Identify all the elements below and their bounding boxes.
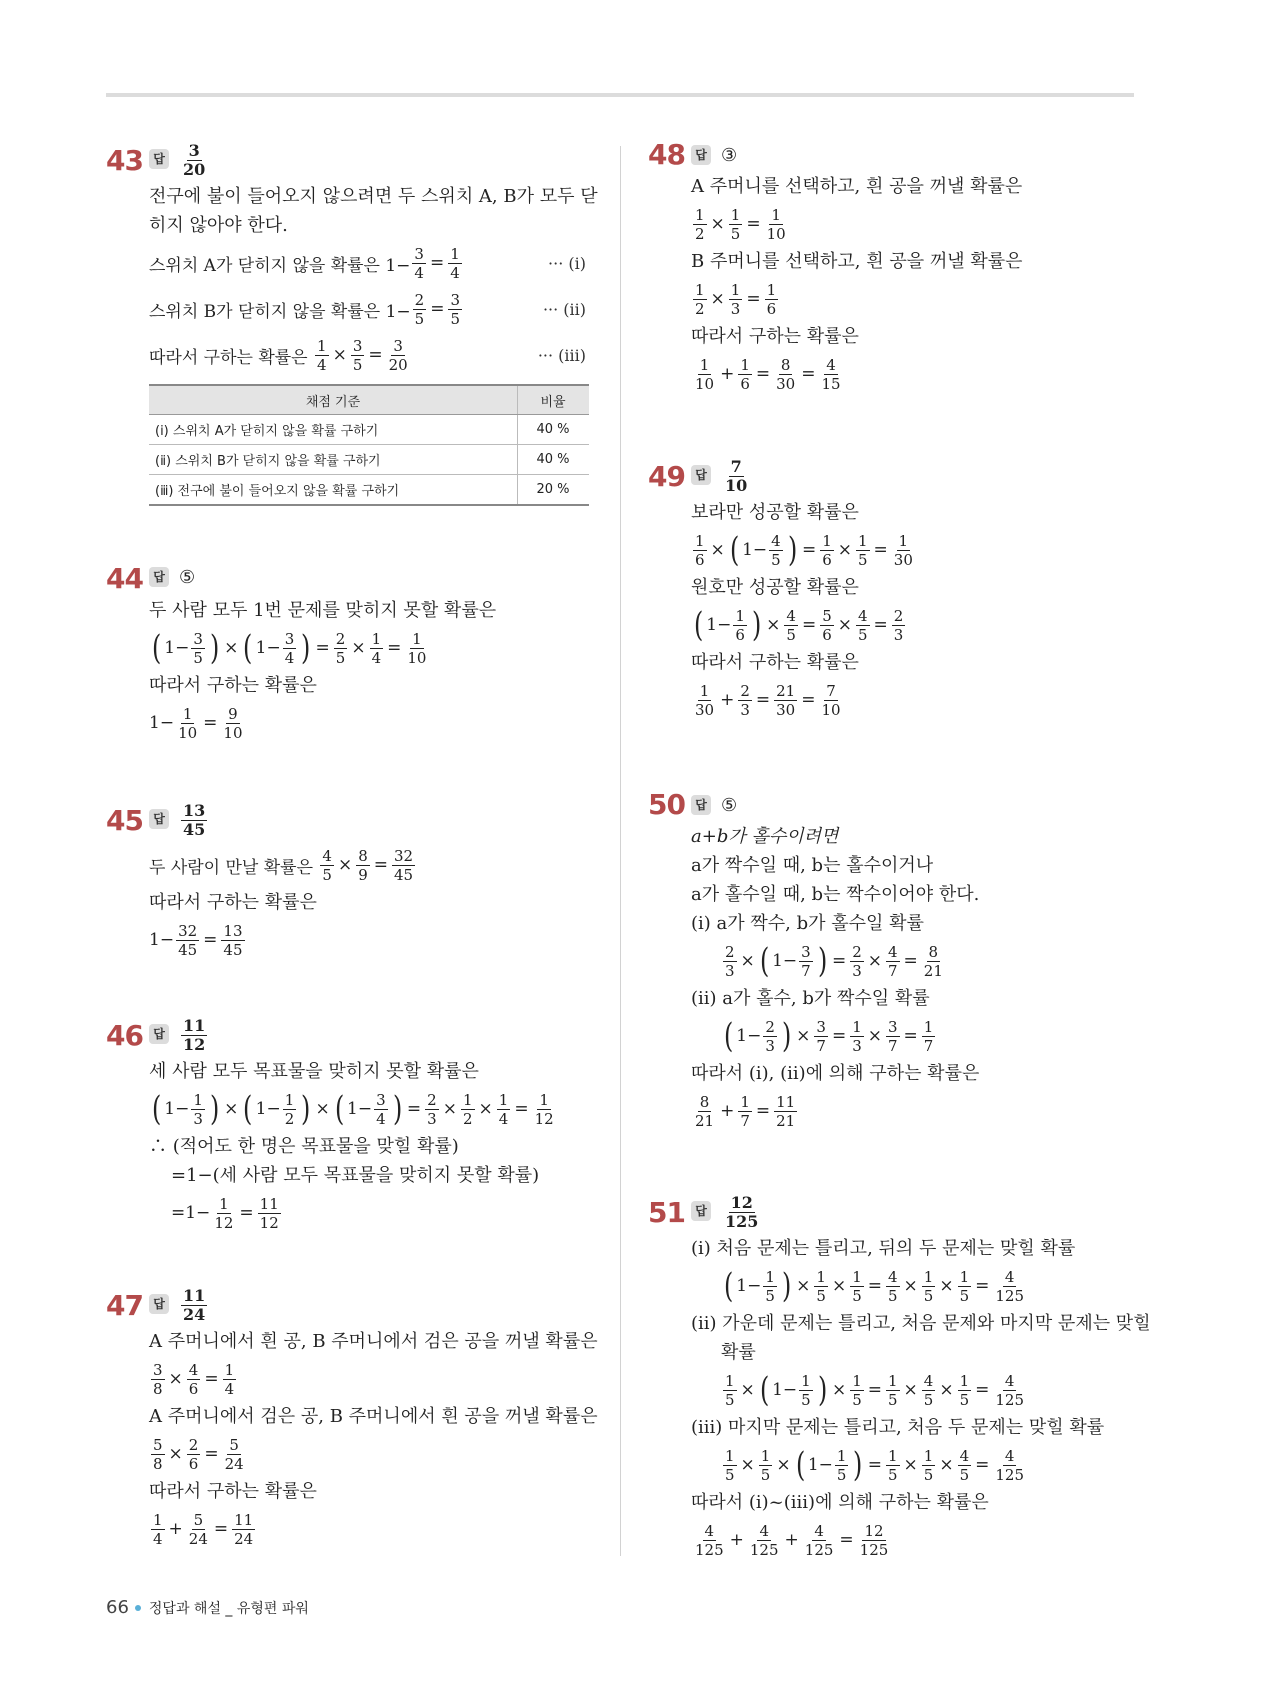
answer: $\frac{11}{12}$: [183, 1015, 206, 1054]
answer-badge: 답: [149, 1294, 169, 1314]
answer-badge: 답: [691, 465, 711, 485]
answer-badge: 답: [691, 145, 711, 165]
answer-badge: 답: [691, 795, 711, 815]
problem-number: 47: [106, 1289, 143, 1322]
problem-number: 50: [648, 788, 685, 821]
text-line: A 주머니에서 흰 공, B 주머니에서 검은 공을 꺼낼 확률은: [149, 1331, 598, 1352]
problem-number: 43: [106, 144, 143, 177]
text-line: =1−(세 사람 모두 목표물을 맞히지 못할 확률): [171, 1165, 540, 1186]
text-line: 원호만 성공할 확률은: [691, 577, 859, 598]
bullet-dot-icon: [135, 1605, 141, 1611]
step-tag: ··· (ⅰ): [548, 253, 586, 273]
math-line: $\frac{5}{8}$ × $\frac{2}{6}$ = $\frac{5}{24}$: [153, 1435, 244, 1473]
problem-46: [106, 1015, 586, 1236]
math-line: ( 1− $\frac{1}{5}$ ) × $\frac{1}{5}$ × $\frac{1}{5}$ = $\frac{4}{5}$ × $\frac{1}{5}$ × $\frac{1}{5}$ = $\frac{4}{125}$: [723, 1266, 1025, 1306]
text-line: a가 짝수일 때, b는 홀수이거나: [691, 855, 934, 876]
answer: $\frac{11}{24}$: [183, 1285, 206, 1324]
problem-number: 48: [648, 138, 685, 171]
problem-44: [106, 562, 586, 746]
problem-number: 46: [106, 1019, 143, 1052]
text-line: (ⅱ) a가 홀수, b가 짝수일 확률: [691, 988, 930, 1009]
answer: $\frac{12}{125}$: [725, 1192, 759, 1231]
text-line: a가 홀수일 때, b는 짝수이어야 한다.: [691, 884, 980, 905]
answer-badge: 답: [149, 809, 169, 829]
text-line: 보라만 성공할 확률은: [691, 502, 859, 523]
text-line: B 주머니를 선택하고, 흰 공을 꺼낼 확률은: [691, 251, 1023, 272]
math-line: ( 1− $\frac{1}{6}$ ) × $\frac{4}{5}$ = $\frac{5}{6}$ × $\frac{4}{5}$ = $\frac{2}{3}$: [693, 605, 904, 645]
math-line: $\frac{1}{10}$ + $\frac{1}{6}$ = $\frac{8}{30}$ = $\frac{4}{15}$: [695, 355, 841, 393]
math-line: $\frac{2}{3}$ × ( 1− $\frac{3}{7}$ ) = $\frac{2}{3}$ × $\frac{4}{7}$ = $\frac{8}{21}$: [725, 941, 943, 981]
math-line: $\frac{1}{5}$ × ( 1− $\frac{1}{5}$ ) × $\frac{1}{5}$ = $\frac{1}{5}$ × $\frac{4}{5}$ × $\frac{1}{5}$ = $\frac{4}{125}$: [725, 1370, 1025, 1410]
math-line: 스위치 A가 닫히지 않을 확률은 1− $\frac{3}{4}$ = $\frac{1}{4}$ ··· (ⅰ): [149, 244, 586, 282]
step-tag: ··· (ⅲ): [537, 345, 586, 365]
problem-number: 45: [106, 804, 143, 837]
problem-number: 49: [648, 460, 685, 493]
text-line: A 주머니에서 검은 공, B 주머니에서 흰 공을 꺼낼 확률은: [149, 1406, 598, 1427]
text-line: 두 사람 모두 1번 문제를 맞히지 못할 확률은: [149, 600, 497, 621]
math-line: ( 1− $\frac{3}{5}$ ) × ( 1− $\frac{3}{4}$ ) = $\frac{2}{5}$ × $\frac{1}{4}$ = $\frac{1}{10}$: [151, 628, 427, 668]
problem-45: [106, 800, 586, 963]
problem-number: 51: [648, 1196, 685, 1229]
answer: $\frac{13}{45}$: [183, 800, 206, 839]
text-line: 따라서 구하는 확률은: [691, 326, 859, 347]
problem-51: [648, 1192, 1151, 1563]
math-line: $\frac{1}{30}$ + $\frac{2}{3}$ = $\frac{21}{30}$ = $\frac{7}{10}$: [695, 681, 841, 719]
answer-badge: 답: [691, 1201, 711, 1221]
text-line: 따라서 (ⅰ), (ⅱ)에 의해 구하는 확률은: [691, 1063, 980, 1084]
answer: ③: [721, 144, 738, 166]
answer: ⑤: [179, 566, 196, 588]
text-line: 따라서 구하는 확률은: [149, 1481, 317, 1502]
scoring-table: 채점 기준 비율 (ⅰ) 스위치 A가 닫히지 않을 확률 구하기 40 % (ⅱ) 스위치 B가 닫히지 않을 확률 구하기 40 % (ⅲ) 전구에 불이 들어오지 않을 확률 구하기 20 %: [149, 384, 589, 506]
text-line: (ⅱ) 가운데 문제는 틀리고, 처음 문제와 마지막 문제는 맞힐: [691, 1313, 1151, 1334]
answer-badge: 답: [149, 1024, 169, 1044]
text-line: 따라서 (ⅰ)~(ⅲ)에 의해 구하는 확률은: [691, 1492, 989, 1513]
page-number: 66: [106, 1597, 129, 1618]
math-line: $\frac{8}{21}$ + $\frac{1}{7}$ = $\frac{11}{21}$: [695, 1092, 796, 1130]
step-tag: ··· (ⅱ): [542, 299, 586, 319]
problem-49: [648, 456, 1128, 723]
answer: ⑤: [721, 794, 738, 816]
text-line: 따라서 구하는 확률은: [149, 892, 317, 913]
text-line: 히지 않아야 한다.: [149, 215, 288, 236]
math-line: $\frac{1}{2}$ × $\frac{1}{5}$ = $\frac{1}{10}$: [695, 205, 786, 243]
text-line: (ⅰ) 처음 문제는 틀리고, 뒤의 두 문제는 맞힐 확률: [691, 1238, 1076, 1259]
text-line: 따라서 구하는 확률은: [691, 652, 859, 673]
math-line: 스위치 B가 닫히지 않을 확률은 1− $\frac{2}{5}$ = $\frac{3}{5}$ ··· (ⅱ): [149, 290, 586, 328]
problem-number: 44: [106, 562, 143, 595]
math-line: 1− $\frac{1}{10}$ = $\frac{9}{10}$: [149, 704, 243, 742]
problem-47: [106, 1285, 598, 1552]
math-line: $\frac{1}{4}$ + $\frac{5}{24}$ = $\frac{11}{24}$: [153, 1510, 254, 1548]
math-line: ( 1− $\frac{2}{3}$ ) × $\frac{3}{7}$ = $\frac{1}{3}$ × $\frac{3}{7}$ = $\frac{1}{7}$: [723, 1016, 934, 1056]
text-line: 전구에 불이 들어오지 않으려면 두 스위치 A, B가 모두 닫: [149, 186, 598, 207]
math-line: ( 1− $\frac{1}{3}$ ) × ( 1− $\frac{1}{2}$ ) × ( 1− $\frac{3}{4}$ ) = $\frac{2}{3}$ × $\frac{1}{2}$ × $\frac{1}{4}$ = $\frac{1}{12}$: [151, 1089, 554, 1129]
math-line: $\frac{4}{125}$ + $\frac{4}{125}$ + $\frac{4}{125}$ = $\frac{12}{125}$: [695, 1521, 889, 1559]
column-divider: [620, 146, 621, 1556]
answer-badge: 답: [149, 149, 169, 169]
top-rule: [106, 93, 1134, 97]
text-line: 세 사람 모두 목표물을 맞히지 못할 확률은: [149, 1061, 479, 1082]
math-line: $\frac{1}{2}$ × $\frac{1}{3}$ = $\frac{1}{6}$: [695, 280, 777, 318]
text-line: 따라서 구하는 확률은: [149, 675, 317, 696]
text-line: 확률: [721, 1342, 756, 1363]
math-line: $\frac{3}{8}$ × $\frac{4}{6}$ = $\frac{1}{4}$: [153, 1360, 235, 1398]
text-line: ∴ (적어도 한 명은 목표물을 맞힐 확률): [149, 1136, 459, 1157]
math-line: $\frac{1}{6}$ × ( 1− $\frac{4}{5}$ ) = $\frac{1}{6}$ × $\frac{1}{5}$ = $\frac{1}{30}$: [695, 530, 913, 570]
answer: $\frac{7}{10}$: [725, 456, 748, 495]
math-line: 1− $\frac{32}{45}$ = $\frac{13}{45}$: [149, 921, 243, 959]
text-line: (ⅰ) a가 짝수, b가 홀수일 확률: [691, 913, 924, 934]
math-line: =1− $\frac{1}{12}$ = $\frac{11}{12}$: [171, 1194, 279, 1232]
math-line: 두 사람이 만날 확률은 $\frac{4}{5}$ × $\frac{8}{9}$ = $\frac{32}{45}$: [149, 846, 414, 884]
problem-43: [106, 140, 598, 506]
problem-50: [648, 790, 1128, 1134]
footer-title: 정답과 해설 _ 유형편 파워: [148, 1600, 309, 1617]
text-line: A 주머니를 선택하고, 흰 공을 꺼낼 확률은: [691, 176, 1023, 197]
answer: $\frac{3}{20}$: [183, 140, 206, 179]
text-line: (ⅲ) 마지막 문제는 틀리고, 처음 두 문제는 맞힐 확률: [691, 1417, 1105, 1438]
page-footer: [106, 1597, 309, 1618]
text-line: a+b가 홀수이려면: [691, 826, 839, 847]
problem-48: [648, 140, 1128, 397]
answer-badge: 답: [149, 567, 169, 587]
math-line: $\frac{1}{5}$ × $\frac{1}{5}$ × ( 1− $\frac{1}{5}$ ) = $\frac{1}{5}$ × $\frac{1}{5}$ × $\frac{4}{5}$ = $\frac{4}{125}$: [725, 1445, 1025, 1485]
math-line: 따라서 구하는 확률은 $\frac{1}{4}$ × $\frac{3}{5}$ = $\frac{3}{20}$ ··· (ⅲ): [149, 336, 586, 374]
